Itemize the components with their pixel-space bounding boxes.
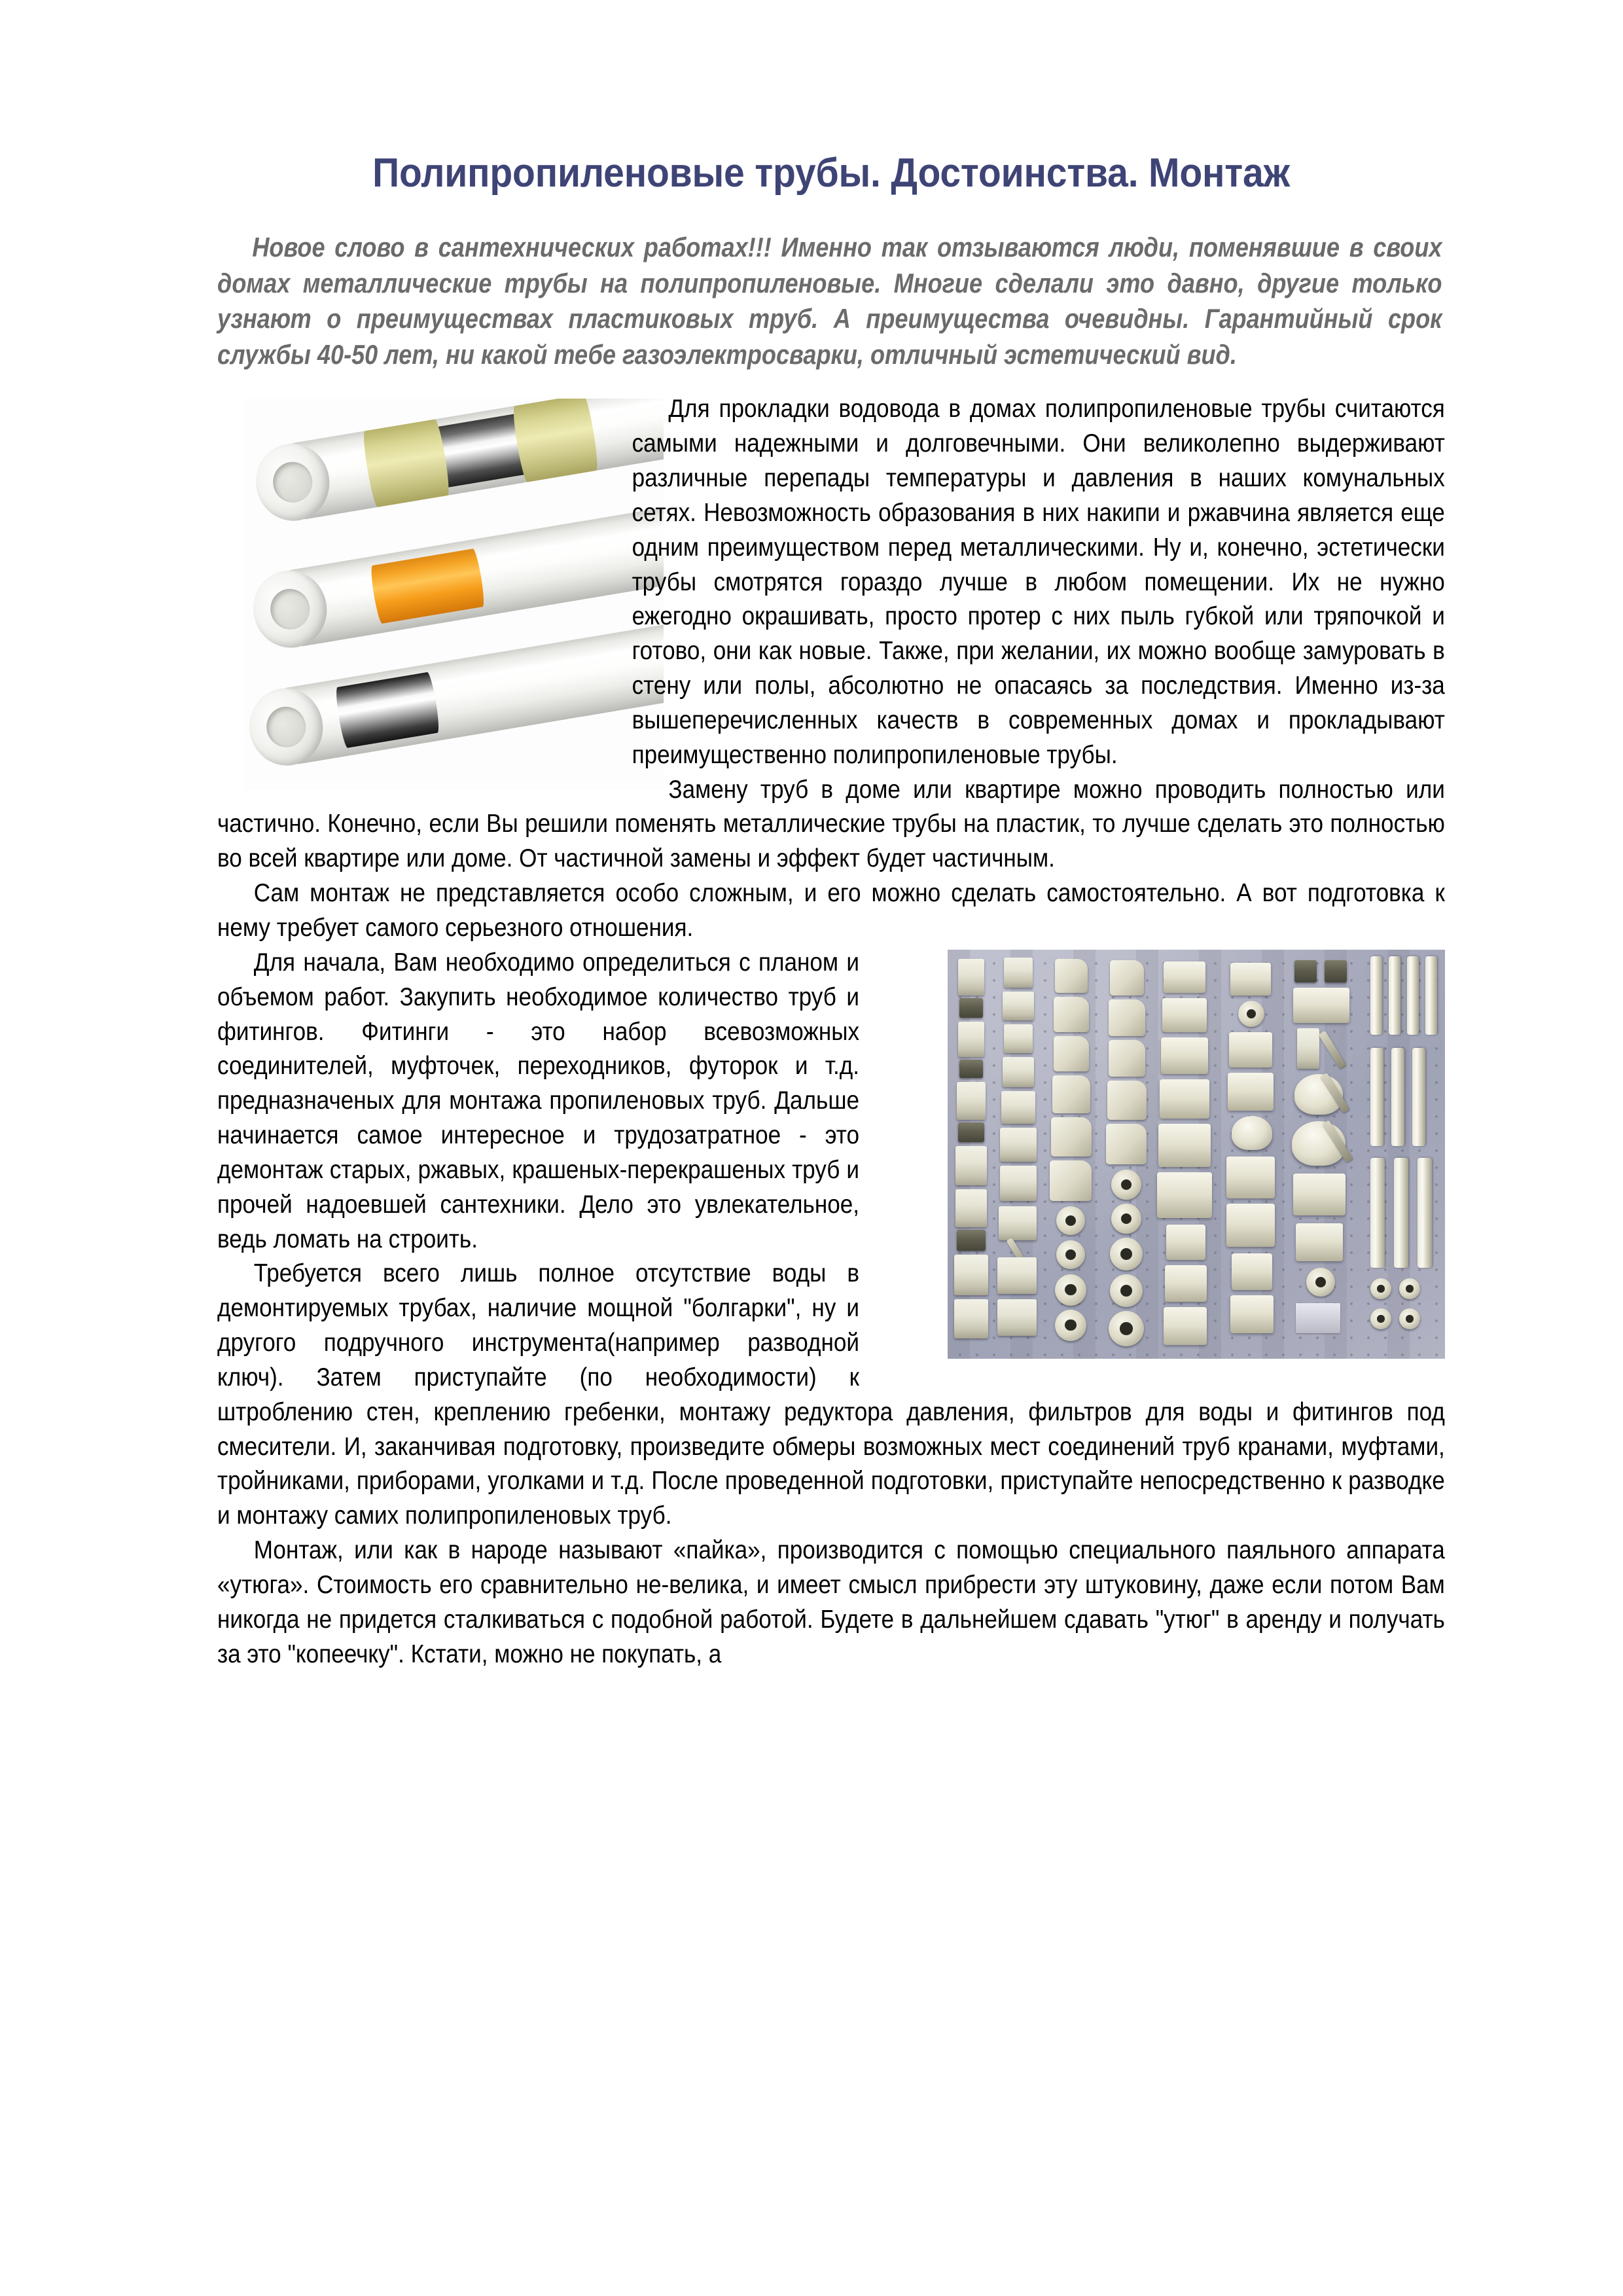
page-title: Полипропиленовые трубы. Достоинства. Монтаж	[372, 151, 1290, 196]
paragraph-1: Для прокладки водовода в домах полипропиленовые трубы считаются самыми надежными и долговечными. Они великолепно выдерживают различные перепады температуры и давления в наших комунальных сетях. Невозможность образования в них накипи и ржавчина является еще одним преимуществом перед металлическими. Ну и, конечно, эстетически трубы смотрятся гораздо лучше в любом помещении. Их не нужно ежегодно окрашивать, просто протер с них пыль губкой или тряпочкой и готово, они как новые. Также, при желании, их можно вообще замуровать в стену или полы, абсолютно не опасаясь за последствия. Именно из-за вышеперечисленных качеств в современных домах и прокладывают преимущественно полипропиленовые трубы.	[632, 395, 1445, 769]
article-body	[217, 372, 1445, 1672]
paragraph-3: Сам монтаж не представляется особо сложным, и его можно сделать самостоятельно. А вот подготовка к нему требует самого серьезного отношения.	[217, 879, 1445, 942]
page-content	[217, 0, 1445, 1672]
paragraph-4: Для начала, Вам необходимо определиться с планом и объемом работ. Закупить необходимое количество труб и фитингов. Фитинги - это набор всевозможных соединителей, муфточек, переходников, футорок и т.д. предназначеных для монтажа пропиленовых труб. Дальше начинается самое интересное и трудозатратное - это демонтаж старых, ржавых, крашеных-перекрашеных труб и прочей надоевшей сантехники. Дело это увлекательное, ведь ломать на строить.	[217, 948, 859, 1253]
paragraph-2: Замену труб в доме или квартире можно проводить полностью или частично. Конечно, если Вы решили поменять металлические трубы на пластик, то лучше сделать это полностью во всей квартире или доме. От частичной замены и эффект будет частичным.	[217, 775, 1445, 873]
lead-paragraph: Новое слово в сантехнических работах!!! Именно так отзываются люди, поменявшие в своих домах металлические трубы на полипропиленовые. Многие сделали это давно, другие только узнают о преимуществах пластиковых труб. А преимущества очевидны. Гарантийный срок службы 40-50 лет, ни какой тебе газоэлектросварки, отличный эстетический вид.	[217, 231, 1442, 370]
paragraph-6: Монтаж, или как в народе называют «пайка», производится с помощью специального паяльного аппарата «утюга». Стоимость его сравнительно не-велика, и имеет смысл прибрести эту штуковину, даже если потом Вам никогда не придется сталкиваться с подобной работой. Будете в дальнейшем сдавать "утюг" в аренду и получать за это "копеечку". Кстати, можно не покупать, а	[217, 1536, 1445, 1668]
paragraph-5: Требуется всего лишь полное отсутствие воды в демонтируемых трубах, наличие мощной "болгарки", ну и другого подручного инструмента(например разводной ключ). Затем приступайте (по необходимости) к штроблению стен, креплению гребенки, монтажу редуктора давления, фильтров для воды и фитингов под смесители. И, заканчивая подготовку, произведите обмеры возможных мест соединений труб кранами, муфтами, тройниками, приборами, уголками и т.д. После проведенной подготовки, приступайте непосредственно к разводке и монтажу самих полипропиленовых труб.	[217, 1259, 1445, 1530]
